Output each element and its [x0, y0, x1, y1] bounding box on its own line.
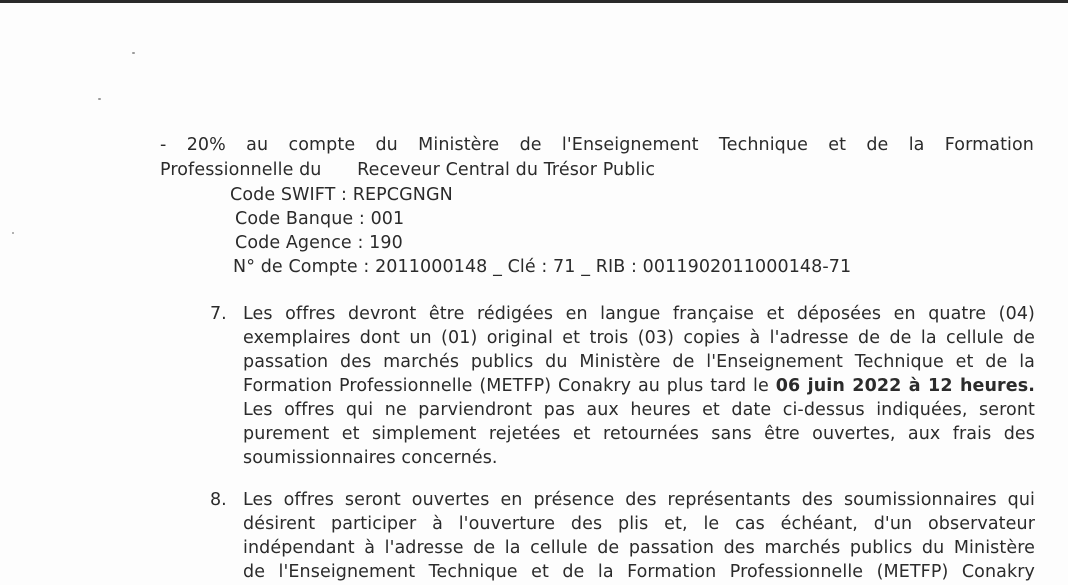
item-8-line: Les offres seront ouvertes en présence des représentants des soumissionnaires qui	[243, 490, 1035, 510]
bank-code: Code Banque : 001	[235, 209, 405, 229]
item-8-line: indépendant à l'adresse de la cellule de passation des marchés publics du Ministère	[243, 538, 1035, 558]
item-8-line: de l'Enseignement Technique et de la Formation Professionnelle (METFP) Conakry	[243, 562, 1035, 582]
payment-line-2-start: Professionnelle du	[160, 160, 322, 180]
item-7-line	[243, 374, 1035, 399]
swift-code: Code SWIFT : REPCGNGN	[230, 185, 453, 205]
item-7-line: exemplaires dont un (01) original et trois (03) copies à l'adresse de de la cellule de	[243, 328, 1035, 348]
agency-code: Code Agence : 190	[235, 233, 403, 253]
item-7-line: purement et simplement rejetées et retournées sans être ouvertes, aux frais des	[243, 424, 1035, 444]
item-7-line: Les offres devront être rédigées en langue française et déposées en quatre (04)	[243, 304, 1035, 324]
item-7-deadline-intro: Formation Professionnelle (METFP) Conakry au plus tard le	[243, 376, 769, 396]
item-7-number: 7.	[210, 304, 227, 324]
item-7-line: Les offres qui ne parviendront pas aux heures et date ci-dessus indiquées, seront	[243, 400, 1035, 420]
item-8-number: 8.	[210, 490, 227, 510]
payment-line-1: - 20% au compte du Ministère de l'Enseignement Technique et de la Formation	[160, 135, 1034, 155]
item-7-line: soumissionnaires concernés.	[243, 448, 498, 468]
item-7-deadline: 06 juin 2022 à 12 heures.	[775, 376, 1036, 396]
payment-beneficiary: Receveur Central du Trésor Public	[357, 160, 656, 180]
payment-line-2	[160, 158, 655, 183]
account-number: N° de Compte : 2011000148 _ Clé : 71 _ RIB : 0011902011000148-71	[233, 257, 852, 277]
item-8-line: désirent participer à l'ouverture des plis et, le cas échéant, d'un observateur	[243, 514, 1035, 534]
item-7-line: passation des marchés publics du Ministère de l'Enseignement Technique et de la	[243, 352, 1035, 372]
